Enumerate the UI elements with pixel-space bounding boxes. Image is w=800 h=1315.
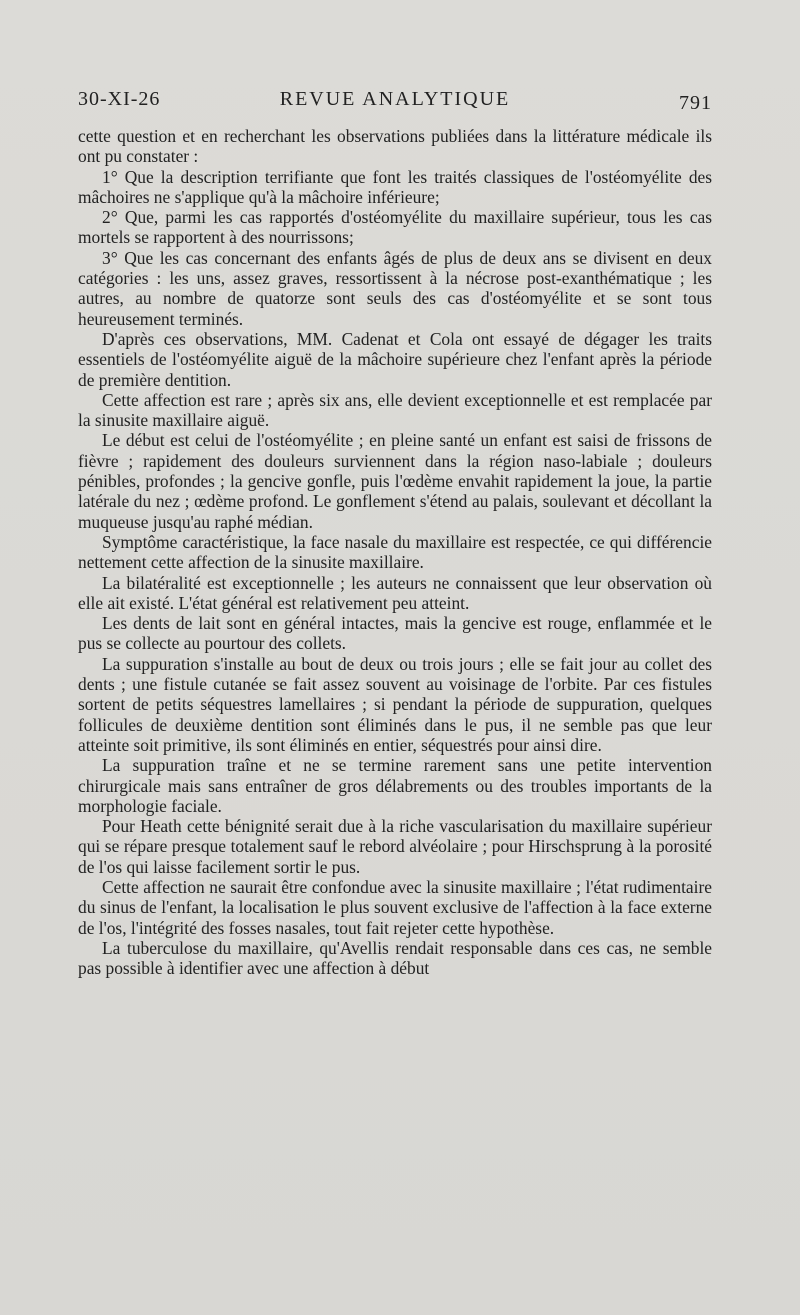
paragraph: D'après ces observations, MM. Cadenat et Cola ont essayé de dégager les traits essentiels de l'ostéomyélite aiguë de la mâchoire supérieure chez l'enfant après la période de première dentition. [78,328,712,390]
paragraph: Le début est celui de l'ostéomyélite ; en pleine santé un enfant est saisi de frissons de fièvre ; rapidement des douleurs surviennent dans la région naso-labiale ; douleurs pénibles, profondes ; la gencive gonfle, puis l'œdème envahit rapidement la joue, la partie latérale du nez ; œdème profond. Le gonflement s'étend au palais, soulevant et décollant la muqueuse jusqu'au raphé médian. [78,430,712,532]
header-date: 30-XI-26 [78,88,161,110]
paragraph: Symptôme caractéristique, la face nasale du maxillaire est respectée, ce qui différencie nettement cette affection de la sinusite maxillaire. [78,531,712,573]
paragraph: La tuberculose du maxillaire, qu'Avellis rendait responsable dans ces cas, ne semble pas possible à identifier avec une affection à début [78,937,712,979]
paragraph: Les dents de lait sont en général intactes, mais la gencive est rouge, enflammée et le pus se collecte au pourtour des collets. [78,613,712,654]
header-title: REVUE ANALYTIQUE [279,88,511,110]
paragraph: Cette affection est rare ; après six ans, elle devient exceptionnelle et est remplacée par la sinusite maxillaire aiguë. [78,389,712,431]
running-header [78,88,712,118]
body-text [78,126,712,978]
page-number: 791 [679,92,712,114]
paragraph: cette question et en recherchant les observations publiées dans la littérature médicale ils ont pu constater : [78,126,712,167]
paragraph: La suppuration s'installe au bout de deux ou trois jours ; elle se fait jour au collet des dents ; une fistule cutanée se fait assez souvent au voisinage de l'orbite. Par ces fistules sortent de petits séquestres lamellaires ; si pendant la période de suppuration, quelques follicules de deuxième dentition sont éliminés dans le pus, il ne semble pas que leur atteinte soit primitive, ils sont éliminés en entier, séquestrés pour ainsi dire. [78,653,712,755]
paragraph: La bilatéralité est exceptionnelle ; les auteurs ne connaissent que leur observation où elle ait existé. L'état général est relativement peu atteint. [78,572,712,613]
paragraph: Cette affection ne saurait être confondue avec la sinusite maxillaire ; l'état rudimentaire du sinus de l'enfant, la localisation le plus souvent exclusive de l'affection à la face externe de l'os, l'intégrité des fosses nasales, tout fait rejeter cette hypothèse. [78,876,712,938]
paragraph: 1° Que la description terrifiante que font les traités classiques de l'ostéomyélite des mâchoires ne s'applique qu'à la mâchoire inférieure; [78,166,712,207]
paragraph: 2° Que, parmi les cas rapportés d'ostéomyélite du maxillaire supérieur, tous les cas mortels se rapportent à des nourrissons; [78,207,712,248]
paragraph: La suppuration traîne et ne se termine rarement sans une petite intervention chirurgicale mais sans entraîner de gros délabrements ou des troubles importants de la morphologie faciale. [78,755,712,816]
paragraph: Pour Heath cette bénignité serait due à la riche vascularisation du maxillaire supérieur qui se répare presque totalement sauf le rebord alvéolaire ; pour Hirschsprung à la porosité de l'os qui laisse facilement sortir le pus. [78,816,712,877]
paragraph: 3° Que les cas concernant des enfants âgés de plus de deux ans se divisent en deux catégories : les uns, assez graves, ressortissent à la nécrose post-exanthématique ; les autres, au nombre de quatorze sont seuls des cas d'ostéomyélite et se sont tous heureusement terminés. [78,247,712,329]
